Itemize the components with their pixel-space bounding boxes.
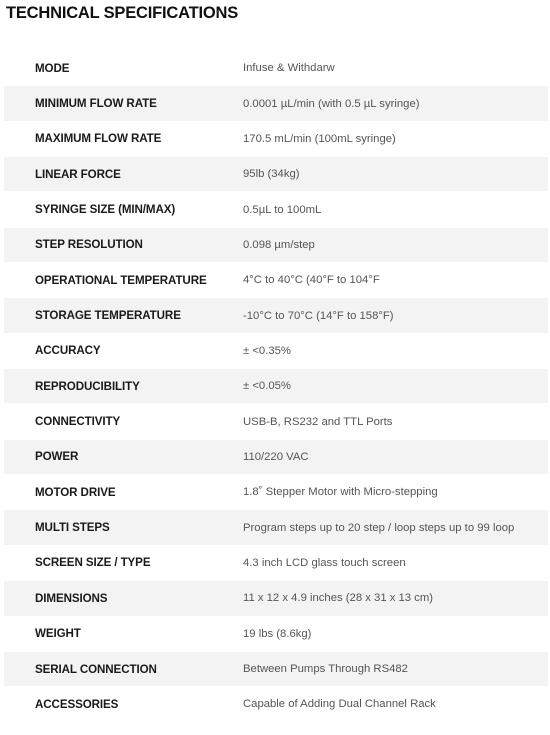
spec-label: SYRINGE SIZE (MIN/MAX) — [35, 203, 176, 217]
spec-row-weight — [4, 617, 548, 651]
spec-row-accessories — [4, 687, 548, 721]
spec-label: STORAGE TEMPERATURE — [35, 309, 181, 323]
spec-label: MULTI STEPS — [35, 521, 110, 535]
spec-value: ± <0.05% — [243, 380, 291, 393]
spec-value: Infuse & Withdarw — [243, 62, 335, 75]
spec-label: OPERATIONAL TEMPERATURE — [35, 273, 207, 287]
spec-row-reproducibility — [4, 369, 548, 403]
spec-label: MAXIMUM FLOW RATE — [35, 132, 162, 146]
spec-label: STEP RESOLUTION — [35, 238, 143, 252]
spec-row-step-resolution — [4, 228, 548, 262]
spec-value: 0.098 µm/step — [243, 238, 315, 251]
spec-label: POWER — [35, 450, 79, 464]
spec-value: Between Pumps Through RS482 — [243, 663, 408, 676]
spec-row-linear-force — [4, 157, 548, 191]
spec-label: MINIMUM FLOW RATE — [35, 97, 157, 111]
spec-row-minimum-flow-rate — [4, 86, 548, 120]
spec-value: 4.3 inch LCD glass touch screen — [243, 556, 406, 569]
spec-value: 19 lbs (8.6kg) — [243, 627, 312, 640]
spec-value: 11 x 12 x 4.9 inches (28 x 31 x 13 cm) — [243, 592, 434, 605]
spec-row-power — [4, 440, 548, 474]
spec-value: ± <0.35% — [243, 344, 291, 357]
spec-label: SERIAL CONNECTION — [35, 662, 157, 676]
spec-row-motor-drive — [4, 475, 548, 509]
spec-label: DIMENSIONS — [35, 591, 108, 605]
spec-value: 170.5 mL/min (100mL syringe) — [243, 132, 396, 145]
spec-table — [4, 51, 548, 723]
spec-value: 0.5µL to 100mL — [243, 203, 322, 216]
spec-label: LINEAR FORCE — [35, 167, 121, 181]
spec-label: ACCURACY — [35, 344, 101, 358]
spec-row-syringe-size — [4, 192, 548, 226]
spec-value: Program steps up to 20 step / loop steps up to 99 loop — [243, 521, 515, 534]
spec-value: 4°C to 40°C (40°F to 104°F — [243, 274, 380, 287]
spec-row-screen-size-type — [4, 546, 548, 580]
spec-value: Capable of Adding Dual Channel Rack — [243, 698, 436, 711]
spec-row-dimensions — [4, 581, 548, 615]
spec-row-maximum-flow-rate — [4, 122, 548, 156]
spec-value: 0.0001 µL/min (with 0.5 µL syringe) — [243, 97, 420, 110]
spec-label: CONNECTIVITY — [35, 415, 121, 429]
spec-row-accuracy — [4, 334, 548, 368]
spec-value: USB-B, RS232 and TTL Ports — [243, 415, 393, 428]
spec-label: SCREEN SIZE / TYPE — [35, 556, 151, 570]
spec-row-multi-steps — [4, 510, 548, 544]
spec-row-operational-temperature — [4, 263, 548, 297]
spec-row-mode — [4, 51, 548, 85]
spec-label: WEIGHT — [35, 627, 81, 641]
spec-value: -10°C to 70°C (14°F to 158°F) — [243, 309, 394, 322]
spec-row-serial-connection — [4, 652, 548, 686]
page-title: TECHNICAL SPECIFICATIONS — [6, 4, 239, 22]
spec-value: 1.8˚ Stepper Motor with Micro-stepping — [243, 486, 438, 499]
spec-label: MOTOR DRIVE — [35, 485, 116, 499]
spec-label: ACCESSORIES — [35, 697, 119, 711]
spec-value: 95lb (34kg) — [243, 168, 300, 181]
spec-value: 110/220 VAC — [243, 450, 309, 463]
spec-row-storage-temperature — [4, 298, 548, 332]
spec-label: MODE — [35, 61, 70, 75]
spec-label: REPRODUCIBILITY — [35, 379, 140, 393]
spec-row-connectivity — [4, 404, 548, 438]
